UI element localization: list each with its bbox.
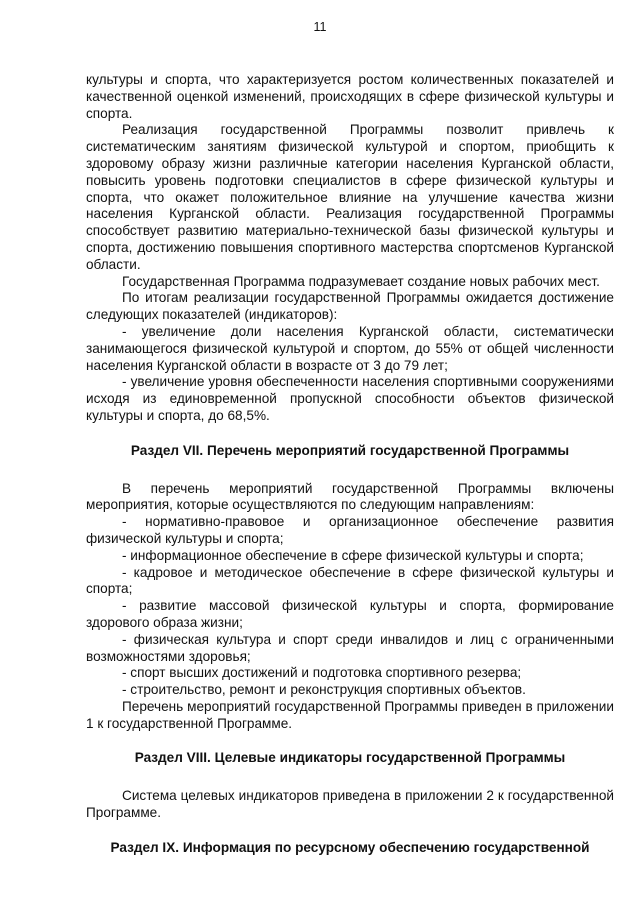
page-content (86, 72, 614, 857)
paragraph: культуры и спорта, что характеризуется ростом количественных показателей и качественной оценкой изменений, происходящих в сфере физической культуры и спорта. (86, 72, 614, 121)
paragraph: По итогам реализации государственной Программы ожидается достижение следующих показателей (индикаторов): (86, 290, 614, 323)
list-item: - увеличение уровня обеспеченности населения спортивными сооружениями исходя из единовременной пропускной способности объектов физической культуры и спорта, до 68,5%. (86, 374, 614, 423)
list-item: - развитие массовой физической культуры и спорта, формирование здорового образа жизни; (86, 598, 614, 630)
list-item: - нормативно-правовое и организационное обеспечение развития физической культуры и спорта; (86, 514, 614, 546)
section-heading-8: Раздел VIII. Целевые индикаторы государственной Программы (134, 750, 566, 766)
list-item: - увеличение доли населения Курганской области, систематически занимающегося физической культурой и спортом, до 55% от общей численности населения Курганской области в возрасте от 3 до 79 лет; (86, 323, 614, 373)
paragraph: Система целевых индикаторов приведена в приложении 2 к государственной Программе. (86, 788, 614, 821)
paragraph: В перечень мероприятий государственной Программы включены мероприятия, которые осуществляются по следующим направлениям: (86, 480, 614, 513)
paragraph: Перечень мероприятий государственной Программы приведен в приложении 1 к государственной Программе. (86, 698, 614, 731)
section-heading-9: Раздел IX. Информация по ресурсному обеспечению государственной (110, 839, 590, 855)
section-heading-7: Раздел VII. Перечень мероприятий государственной Программы (130, 442, 570, 458)
list-item: - строительство, ремонт и реконструкция спортивных объектов. (122, 682, 526, 698)
list-item: - кадровое и методическое обеспечение в сфере физической культуры и спорта; (86, 564, 614, 597)
list-item: - информационное обеспечение в сфере физической культуры и спорта; (122, 547, 584, 563)
paragraph: Реализация государственной Программы позволит привлечь к систематическим занятиям физической культурой и спортом, приобщить к здоровому образу жизни различные категории населения Курганской области, повысить уровень подготовки специалистов в сфере физической культуры и спорта, что окажет положительное влияние на улучшение качества жизни населения Курганской области. Реализация государственной Программы способствует развитию материально-технической базы физической культуры и спорта, достижению повышения спортивного мастерства спортсменов Курганской области. (86, 122, 614, 272)
list-item: - спорт высших достижений и подготовка спортивного резерва; (122, 665, 522, 681)
list-item: - физическая культура и спорт среди инвалидов и лиц с ограниченными возможностями здоровья; (86, 631, 614, 664)
page-number: 11 (313, 20, 327, 34)
paragraph: Государственная Программа подразумевает создание новых рабочих мест. (122, 273, 600, 289)
